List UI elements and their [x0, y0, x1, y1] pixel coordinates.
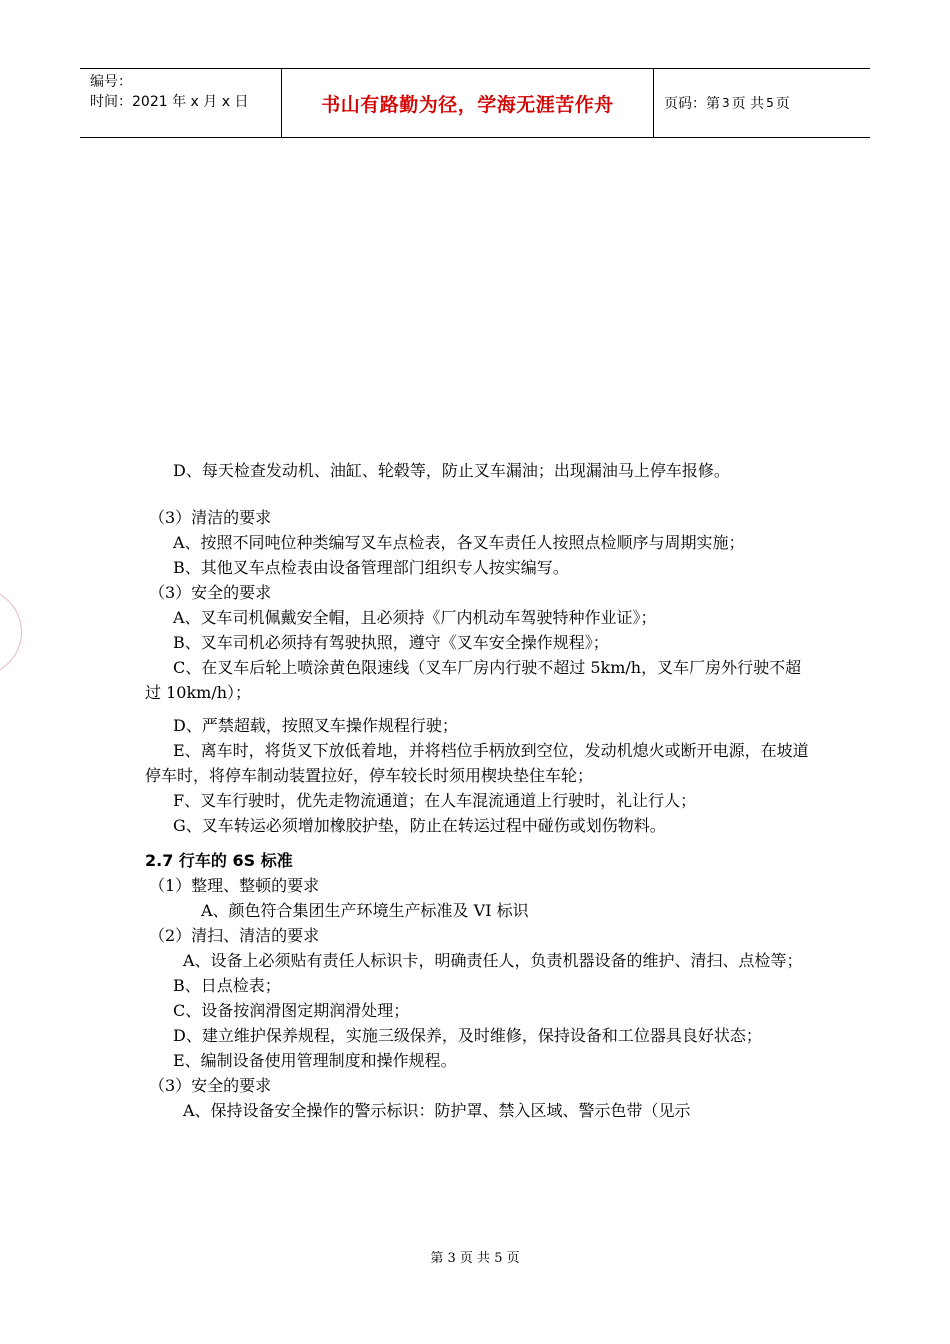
document-body — [145, 458, 810, 1123]
header-motto: 书山有路勤为径，学海无涯苦作舟 — [321, 93, 614, 116]
paragraph: A、保持设备安全操作的警示标识：防护罩、禁入区域、警示色带（见示 — [183, 1101, 691, 1120]
header-meta — [80, 69, 282, 137]
subsection-heading: （3）清洁的要求 — [149, 508, 272, 527]
paragraph: D、建立维护保养规程，实施三级保养，及时维修，保持设备和工位器具良好状态； — [173, 1026, 762, 1045]
paragraph: A、颜色符合集团生产环境生产标准及 VI 标识 — [201, 901, 529, 920]
margin-arc-decoration — [0, 588, 22, 676]
page-prefix: 页码：第 — [664, 96, 720, 112]
paragraph: E、离车时，将货叉下放低着地，并将档位手柄放到空位，发动机熄火或断开电源，在坡道停车时，将停车制动装置拉好，停车较长时须用楔块垫住车轮； — [145, 741, 809, 785]
section-heading: 2.7 行车的 6S 标准 — [145, 851, 293, 870]
paragraph: B、叉车司机必须持有驾驶执照，遵守《叉车安全操作规程》； — [173, 633, 609, 652]
paragraph: D、严禁超载，按照叉车操作规程行驶； — [173, 716, 458, 735]
paragraph: B、其他叉车点检表由设备管理部门组织专人按实编写。 — [173, 558, 569, 577]
subsection-heading: （2）清扫、清洁的要求 — [149, 926, 320, 945]
subsection-heading: （1）整理、整顿的要求 — [149, 876, 320, 895]
paragraph: A、叉车司机佩戴安全帽，且必须持《厂内机动车驾驶特种作业证》； — [173, 608, 657, 627]
subsection-heading: （3）安全的要求 — [149, 583, 272, 602]
document-header — [80, 68, 870, 138]
paragraph: C、设备按润滑图定期润滑处理； — [173, 1001, 410, 1020]
header-page-info — [654, 69, 870, 137]
page-total: 5 — [766, 96, 774, 110]
paragraph: D、每天检查发动机、油缸、轮毂等，防止叉车漏油；出现漏油马上停车报修。 — [173, 461, 730, 480]
paragraph: B、日点检表； — [173, 976, 281, 995]
paragraph: C、在叉车后轮上喷涂黄色限速线（叉车厂房内行驶不超过 5km/h，叉车厂房外行驶不超过 10km/h）； — [145, 658, 802, 702]
code-label: 编号： — [90, 74, 132, 90]
time-label: 时间：2021 年 x 月 x 日 — [90, 94, 249, 110]
page-suffix: 页 — [775, 96, 790, 112]
header-motto-cell — [282, 69, 654, 137]
paragraph: E、编制设备使用管理制度和操作规程。 — [173, 1051, 457, 1070]
paragraph: G、叉车转运必须增加橡胶护垫，防止在转运过程中碰伤或划伤物料。 — [173, 816, 666, 835]
page-current: 3 — [722, 96, 730, 110]
paragraph: F、叉车行驶时，优先走物流通道；在人车混流通道上行驶时，礼让行人； — [173, 791, 697, 810]
paragraph: A、设备上必须贴有责任人标识卡，明确责任人，负责机器设备的维护、清扫、点检等； — [183, 951, 803, 970]
page-middle: 页 共 — [731, 96, 765, 112]
page-footer: 第 3 页 共 5 页 — [430, 1251, 520, 1266]
subsection-heading: （3）安全的要求 — [149, 1076, 272, 1095]
paragraph: A、按照不同吨位种类编写叉车点检表，各叉车责任人按照点检顺序与周期实施； — [173, 533, 745, 552]
